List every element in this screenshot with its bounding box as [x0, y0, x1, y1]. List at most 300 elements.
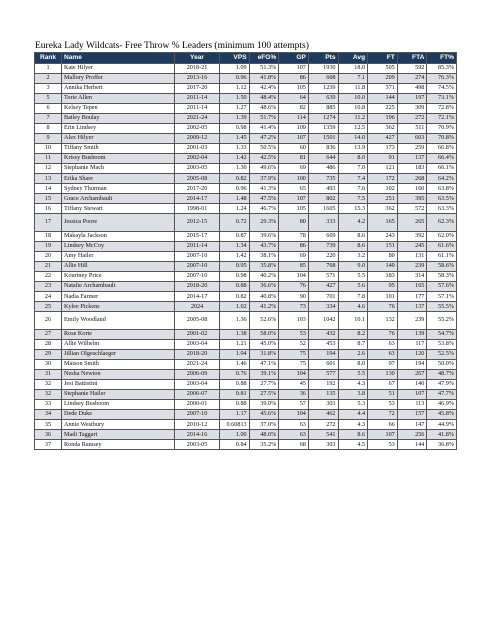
- cell-name: Grace Archambault: [62, 194, 175, 204]
- cell-ft-pct: 48.7%: [427, 369, 457, 379]
- cell-vps: 0.84: [220, 440, 250, 450]
- cell-efg: 45.0%: [249, 339, 279, 349]
- cell-year: 1998-01: [175, 204, 220, 214]
- cell-ft: 362: [368, 204, 398, 214]
- cell-fta: 165: [397, 281, 427, 291]
- cell-ft: 225: [368, 103, 398, 113]
- cell-ft: 173: [368, 143, 398, 153]
- cell-fta: 131: [397, 251, 427, 261]
- header-gp: GP: [279, 53, 309, 64]
- table-row: [35, 194, 457, 204]
- cell-ft-pct: 76.3%: [427, 73, 457, 83]
- cell-avg: 7.5: [338, 194, 368, 204]
- cell-rank: 29: [35, 349, 62, 359]
- cell-vps: 1.46: [220, 359, 250, 369]
- cell-avg: 10.1: [338, 312, 368, 330]
- cell-year: 2011-14: [175, 241, 220, 251]
- cell-fta: 268: [397, 174, 427, 184]
- cell-vps: 0.81: [220, 389, 250, 399]
- cell-rank: 1: [35, 63, 62, 73]
- header-fta: FTA: [397, 53, 427, 64]
- cell-efg: 48.4%: [249, 93, 279, 103]
- header-vps: VPS: [220, 53, 250, 64]
- table-row: [35, 339, 457, 349]
- cell-pts: 1274: [308, 113, 338, 123]
- cell-ft-pct: 63.8%: [427, 184, 457, 194]
- cell-pts: 836: [308, 143, 338, 153]
- cell-avg: 4.5: [338, 440, 368, 450]
- cell-fta: 592: [397, 63, 427, 73]
- cell-year: 2002-04: [175, 153, 220, 163]
- cell-vps: 1.09: [220, 63, 250, 73]
- cell-ft-pct: 57.1%: [427, 291, 457, 301]
- cell-pts: 1501: [308, 133, 338, 143]
- cell-ft: 196: [368, 113, 398, 123]
- cell-efg: 37.0%: [249, 420, 279, 430]
- cell-fta: 572: [397, 204, 427, 214]
- cell-avg: 8.6: [338, 241, 368, 251]
- cell-efg: 52.6%: [249, 312, 279, 330]
- cell-rank: 11: [35, 153, 62, 163]
- cell-gp: 69: [279, 251, 309, 261]
- cell-ft: 102: [368, 184, 398, 194]
- cell-ft-pct: 62.3%: [427, 214, 457, 232]
- table-row: [35, 184, 457, 194]
- cell-year: 2001-02: [175, 329, 220, 339]
- cell-avg: 13.9: [338, 143, 368, 153]
- cell-year: 2012-15: [175, 214, 220, 232]
- cell-rank: 35: [35, 420, 62, 430]
- cell-ft-pct: 61.1%: [427, 251, 457, 261]
- cell-ft: 243: [368, 231, 398, 241]
- table-row: [35, 163, 457, 173]
- cell-vps: 1.45: [220, 133, 250, 143]
- cell-fta: 160: [397, 184, 427, 194]
- cell-vps: 1.48: [220, 194, 250, 204]
- cell-ft: 53: [368, 440, 398, 450]
- cell-fta: 314: [397, 271, 427, 281]
- cell-ft-pct: 53.8%: [427, 339, 457, 349]
- table-row: [35, 409, 457, 419]
- cell-avg: 4.2: [338, 214, 368, 232]
- cell-name: Mallory Proffer: [62, 73, 175, 83]
- cell-ft-pct: 66.1%: [427, 163, 457, 173]
- cell-rank: 19: [35, 241, 62, 251]
- cell-name: Torie Allen: [62, 93, 175, 103]
- cell-pts: 608: [308, 73, 338, 83]
- cell-pts: 739: [308, 241, 338, 251]
- cell-year: 2010-12: [175, 420, 220, 430]
- cell-year: 2007-10: [175, 271, 220, 281]
- cell-avg: 8.6: [338, 231, 368, 241]
- header-ft: FT: [368, 53, 398, 64]
- cell-efg: 50.5%: [249, 143, 279, 153]
- cell-year: 2013-16: [175, 73, 220, 83]
- cell-year: 2005-08: [175, 312, 220, 330]
- cell-avg: 8.0: [338, 359, 368, 369]
- cell-pts: 802: [308, 194, 338, 204]
- cell-name: Allie Hill: [62, 261, 175, 271]
- cell-year: 2003-05: [175, 163, 220, 173]
- cell-name: Allie Wilhelm: [62, 339, 175, 349]
- cell-efg: 27.7%: [249, 379, 279, 389]
- cell-fta: 137: [397, 153, 427, 163]
- table-row: [35, 133, 457, 143]
- cell-year: 2018-20: [175, 281, 220, 291]
- cell-ft: 132: [368, 312, 398, 330]
- table-header-row: [35, 53, 457, 64]
- cell-avg: 5.6: [338, 281, 368, 291]
- cell-rank: 27: [35, 329, 62, 339]
- cell-vps: 0.96: [220, 184, 250, 194]
- cell-rank: 32: [35, 389, 62, 399]
- cell-ft-pct: 46.9%: [427, 399, 457, 409]
- cell-year: 2007-10: [175, 261, 220, 271]
- cell-pts: 334: [308, 302, 338, 312]
- table-row: [35, 103, 457, 113]
- table-row: [35, 281, 457, 291]
- cell-fta: 107: [397, 389, 427, 399]
- table-row: [35, 329, 457, 339]
- cell-ft: 140: [368, 261, 398, 271]
- cell-efg: 47.5%: [249, 194, 279, 204]
- cell-vps: 1.39: [220, 113, 250, 123]
- cell-fta: 113: [397, 399, 427, 409]
- cell-efg: 43.7%: [249, 241, 279, 251]
- cell-ft: 144: [368, 93, 398, 103]
- cell-avg: 5.3: [338, 399, 368, 409]
- cell-gp: 86: [279, 241, 309, 251]
- cell-gp: 105: [279, 83, 309, 93]
- cell-rank: 2: [35, 73, 62, 83]
- cell-vps: 1.34: [220, 241, 250, 251]
- cell-name: Jillian Olgeschlaeger: [62, 349, 175, 359]
- cell-fta: 267: [397, 369, 427, 379]
- cell-vps: 0.76: [220, 369, 250, 379]
- cell-name: Nesha Newton: [62, 369, 175, 379]
- cell-vps: 0.87: [220, 231, 250, 241]
- cell-ft-pct: 57.6%: [427, 281, 457, 291]
- cell-efg: 41.4%: [249, 123, 279, 133]
- cell-vps: 0.82: [220, 291, 250, 301]
- cell-pts: 885: [308, 103, 338, 113]
- cell-name: Dede Duke: [62, 409, 175, 419]
- table-row: [35, 389, 457, 399]
- cell-efg: 51.7%: [249, 113, 279, 123]
- cell-vps: 0.95: [220, 261, 250, 271]
- cell-pts: 486: [308, 163, 338, 173]
- cell-pts: 453: [308, 339, 338, 349]
- cell-pts: 1930: [308, 63, 338, 73]
- cell-ft-pct: 55.2%: [427, 312, 457, 330]
- cell-avg: 4.3: [338, 379, 368, 389]
- cell-rank: 36: [35, 430, 62, 440]
- cell-gp: 85: [279, 261, 309, 271]
- cell-gp: 104: [279, 409, 309, 419]
- cell-gp: 75: [279, 349, 309, 359]
- cell-avg: 8.2: [338, 329, 368, 339]
- cell-fta: 245: [397, 241, 427, 251]
- cell-rank: 5: [35, 93, 62, 103]
- cell-year: 2005-08: [175, 174, 220, 184]
- cell-name: Jessica Poore: [62, 214, 175, 232]
- cell-ft-pct: 41.8%: [427, 430, 457, 440]
- cell-ft: 72: [368, 409, 398, 419]
- cell-ft: 371: [368, 83, 398, 93]
- cell-efg: 29.3%: [249, 214, 279, 232]
- cell-ft-pct: 54.7%: [427, 329, 457, 339]
- table-row: [35, 123, 457, 133]
- cell-year: 2014-17: [175, 291, 220, 301]
- cell-avg: 7.0: [338, 163, 368, 173]
- cell-fta: 511: [397, 123, 427, 133]
- cell-gp: 68: [279, 440, 309, 450]
- cell-avg: 18.0: [338, 63, 368, 73]
- cell-ft-pct: 66.4%: [427, 153, 457, 163]
- cell-pts: 735: [308, 174, 338, 184]
- cell-ft: 76: [368, 302, 398, 312]
- cell-name: Erin Lindsey: [62, 123, 175, 133]
- table-row: [35, 93, 457, 103]
- cell-vps: 1.30: [220, 163, 250, 173]
- cell-avg: 3.2: [338, 251, 368, 261]
- cell-ft: 53: [368, 399, 398, 409]
- cell-rank: 12: [35, 163, 62, 173]
- cell-pts: 1605: [308, 204, 338, 214]
- cell-gp: 82: [279, 103, 309, 113]
- cell-name: Madi Taggart: [62, 430, 175, 440]
- cell-gp: 57: [279, 399, 309, 409]
- cell-ft-pct: 74.5%: [427, 83, 457, 93]
- cell-avg: 7.4: [338, 174, 368, 184]
- cell-rank: 26: [35, 312, 62, 330]
- cell-ft-pct: 72.1%: [427, 113, 457, 123]
- cell-pts: 303: [308, 440, 338, 450]
- cell-year: 2018-20: [175, 349, 220, 359]
- cell-ft-pct: 55.5%: [427, 302, 457, 312]
- cell-efg: 39.0%: [249, 399, 279, 409]
- cell-ft: 165: [368, 214, 398, 232]
- cell-ft: 172: [368, 174, 398, 184]
- cell-gp: 73: [279, 302, 309, 312]
- cell-avg: 15.3: [338, 204, 368, 214]
- cell-name: Annie Westbury: [62, 420, 175, 430]
- cell-efg: 39.6%: [249, 231, 279, 241]
- cell-name: Jesi Battistini: [62, 379, 175, 389]
- cell-gp: 45: [279, 379, 309, 389]
- cell-vps: 0.72: [220, 214, 250, 232]
- cell-year: 2000-01: [175, 399, 220, 409]
- cell-ft: 251: [368, 194, 398, 204]
- cell-efg: 51.3%: [249, 63, 279, 73]
- table-row: [35, 271, 457, 281]
- cell-avg: 5.5: [338, 369, 368, 379]
- cell-vps: 1.33: [220, 143, 250, 153]
- cell-fta: 395: [397, 194, 427, 204]
- cell-name: Lindsey Busboom: [62, 399, 175, 409]
- cell-pts: 427: [308, 281, 338, 291]
- cell-pts: 333: [308, 214, 338, 232]
- cell-ft-pct: 44.9%: [427, 420, 457, 430]
- cell-ft: 121: [368, 163, 398, 173]
- cell-rank: 37: [35, 440, 62, 450]
- cell-pts: 462: [308, 409, 338, 419]
- cell-avg: 2.6: [338, 349, 368, 359]
- cell-ft-pct: 52.5%: [427, 349, 457, 359]
- cell-name: Sydney Thurman: [62, 184, 175, 194]
- cell-ft: 97: [368, 359, 398, 369]
- cell-gp: 107: [279, 63, 309, 73]
- cell-gp: 114: [279, 113, 309, 123]
- cell-fta: 120: [397, 349, 427, 359]
- cell-avg: 4.3: [338, 420, 368, 430]
- cell-pts: 194: [308, 349, 338, 359]
- cell-rank: 17: [35, 214, 62, 232]
- cell-fta: 256: [397, 430, 427, 440]
- cell-avg: 8.6: [338, 430, 368, 440]
- cell-year: 2002-05: [175, 123, 220, 133]
- cell-name: Bailey Boulay: [62, 113, 175, 123]
- cell-name: Kate Hilyer: [62, 63, 175, 73]
- header-ft-pct: FT%: [427, 53, 457, 64]
- cell-fta: 259: [397, 143, 427, 153]
- cell-gp: 90: [279, 291, 309, 301]
- cell-ft-pct: 72.8%: [427, 103, 457, 113]
- cell-vps: 1.17: [220, 409, 250, 419]
- cell-fta: 140: [397, 379, 427, 389]
- cell-name: Tiffany Stewart: [62, 204, 175, 214]
- cell-ft-pct: 66.8%: [427, 143, 457, 153]
- table-row: [35, 440, 457, 450]
- header-year: Year: [175, 53, 220, 64]
- cell-vps: 0.60813: [220, 420, 250, 430]
- cell-ft-pct: 58.6%: [427, 261, 457, 271]
- cell-efg: 27.5%: [249, 389, 279, 399]
- cell-gp: 65: [279, 184, 309, 194]
- cell-gp: 107: [279, 194, 309, 204]
- cell-ft-pct: 58.3%: [427, 271, 457, 281]
- cell-gp: 105: [279, 204, 309, 214]
- table-row: [35, 241, 457, 251]
- cell-rank: 22: [35, 271, 62, 281]
- cell-avg: 4.6: [338, 302, 368, 312]
- cell-year: 2003-05: [175, 440, 220, 450]
- cell-name: Stephanie Hailer: [62, 389, 175, 399]
- cell-year: 2021-24: [175, 359, 220, 369]
- table-row: [35, 349, 457, 359]
- cell-fta: 274: [397, 73, 427, 83]
- cell-rank: 16: [35, 204, 62, 214]
- cell-ft: 76: [368, 329, 398, 339]
- cell-year: 2014-17: [175, 194, 220, 204]
- cell-ft: 51: [368, 389, 398, 399]
- cell-vps: 0.88: [220, 399, 250, 409]
- table-row: [35, 359, 457, 369]
- cell-name: Kelsey Tepen: [62, 103, 175, 113]
- cell-year: 2017-20: [175, 83, 220, 93]
- cell-vps: 1.36: [220, 312, 250, 330]
- cell-year: 2003-04: [175, 379, 220, 389]
- cell-name: Stephanie Mach: [62, 163, 175, 173]
- cell-efg: 58.0%: [249, 329, 279, 339]
- cell-efg: 47.2%: [249, 133, 279, 143]
- header-avg: Avg: [338, 53, 368, 64]
- cell-gp: 36: [279, 389, 309, 399]
- cell-vps: 0.96: [220, 73, 250, 83]
- cell-vps: 0.88: [220, 379, 250, 389]
- cell-gp: 109: [279, 123, 309, 133]
- cell-gp: 80: [279, 214, 309, 232]
- cell-vps: 0.82: [220, 174, 250, 184]
- cell-pts: 669: [308, 231, 338, 241]
- cell-name: Amy Hailer: [62, 251, 175, 261]
- cell-ft-pct: 47.9%: [427, 379, 457, 389]
- table-row: [35, 73, 457, 83]
- cell-avg: 12.5: [338, 123, 368, 133]
- cell-rank: 33: [35, 399, 62, 409]
- cell-efg: 47.1%: [249, 359, 279, 369]
- cell-rank: 21: [35, 261, 62, 271]
- cell-fta: 392: [397, 231, 427, 241]
- cell-avg: 7.6: [338, 184, 368, 194]
- cell-efg: 48.6%: [249, 103, 279, 113]
- cell-avg: 10.8: [338, 103, 368, 113]
- cell-fta: 194: [397, 359, 427, 369]
- header-name: Name: [62, 53, 175, 64]
- cell-ft-pct: 50.0%: [427, 359, 457, 369]
- cell-gp: 103: [279, 312, 309, 330]
- cell-efg: 35.2%: [249, 440, 279, 450]
- cell-rank: 30: [35, 359, 62, 369]
- cell-rank: 13: [35, 174, 62, 184]
- table-row: [35, 312, 457, 330]
- cell-efg: 45.6%: [249, 409, 279, 419]
- cell-fta: 147: [397, 420, 427, 430]
- cell-year: 2015-17: [175, 231, 220, 241]
- cell-ft: 107: [368, 430, 398, 440]
- cell-gp: 100: [279, 174, 309, 184]
- cell-fta: 272: [397, 113, 427, 123]
- cell-ft-pct: 63.3%: [427, 204, 457, 214]
- cell-gp: 63: [279, 430, 309, 440]
- table-row: [35, 369, 457, 379]
- cell-year: 2003-04: [175, 339, 220, 349]
- cell-rank: 31: [35, 369, 62, 379]
- free-throw-leaders-table: [34, 52, 457, 450]
- cell-efg: 42.5%: [249, 153, 279, 163]
- cell-name: Natalie Archambault: [62, 281, 175, 291]
- cell-gp: 107: [279, 133, 309, 143]
- table-row: [35, 174, 457, 184]
- cell-vps: 1.12: [220, 83, 250, 93]
- cell-vps: 0.88: [220, 281, 250, 291]
- cell-name: Ronda Ramsey: [62, 440, 175, 450]
- cell-pts: 571: [308, 271, 338, 281]
- cell-year: 2007-10: [175, 251, 220, 261]
- cell-rank: 28: [35, 339, 62, 349]
- cell-ft: 183: [368, 271, 398, 281]
- cell-pts: 1042: [308, 312, 338, 330]
- cell-gp: 53: [279, 329, 309, 339]
- cell-year: 2011-14: [175, 93, 220, 103]
- cell-avg: 8.7: [338, 339, 368, 349]
- cell-name: Alex Hilyer: [62, 133, 175, 143]
- table-row: [35, 251, 457, 261]
- cell-rank: 7: [35, 113, 62, 123]
- cell-rank: 24: [35, 291, 62, 301]
- cell-ft-pct: 61.6%: [427, 241, 457, 251]
- cell-efg: 38.1%: [249, 251, 279, 261]
